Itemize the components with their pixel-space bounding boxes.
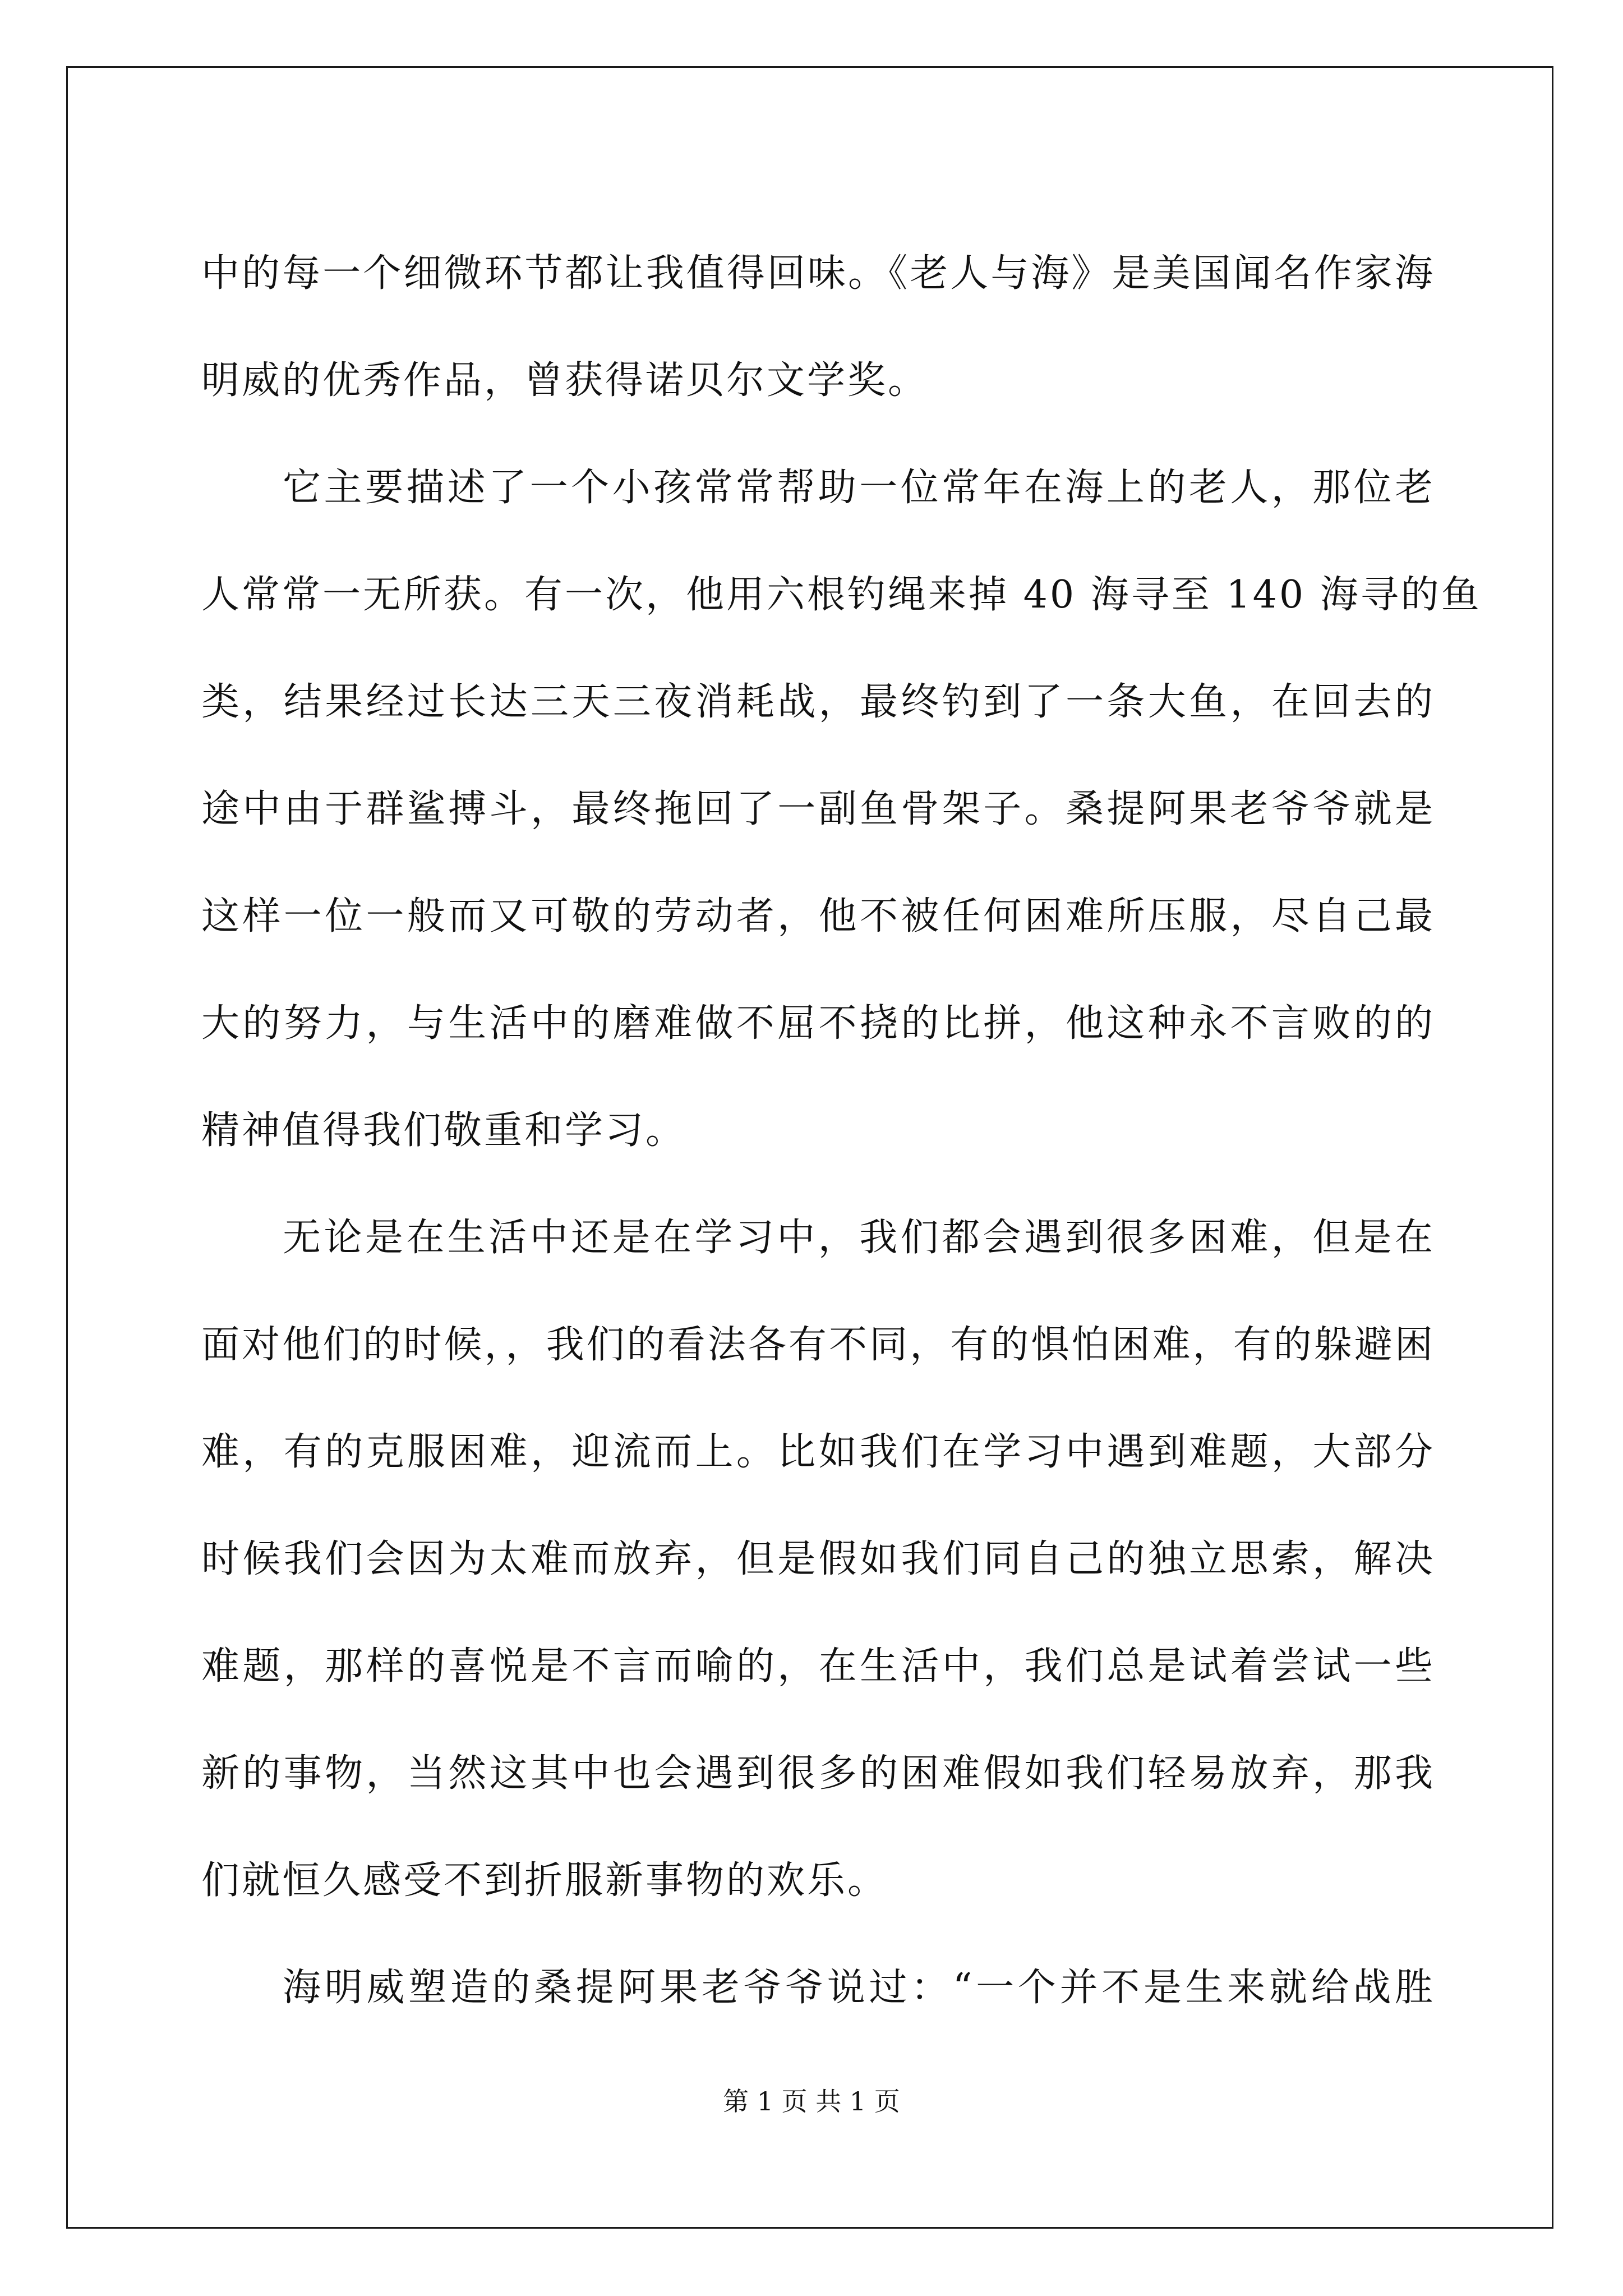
text-line: 明威的优秀作品，曾获得诺贝尔文学奖。 xyxy=(201,358,929,403)
text-line: 难，有的克服困难，迎流而上。比如我们在学习中遇到难题，大部分 xyxy=(201,1430,1435,1474)
text-line: 们就恒久感受不到折服新事物的欢乐。 xyxy=(201,1858,888,1903)
text-line: 时候我们会因为太难而放弃，但是假如我们同自己的独立思索，解决 xyxy=(201,1537,1435,1581)
text-line: 途中由于群鲨搏斗，最终拖回了一副鱼骨架子。桑提阿果老爷爷就是 xyxy=(201,787,1435,831)
document-body xyxy=(201,220,1482,2041)
text-line: 大的努力，与生活中的磨难做不屈不挠的比拼，他这种永不言败的的 xyxy=(201,1001,1435,1046)
page-footer: 第 1 页 共 1 页 xyxy=(723,2086,900,2116)
text-line: 难题，那样的喜悦是不言而喻的，在生活中，我们总是试着尝试一些 xyxy=(201,1644,1435,1688)
text-line: 新的事物，当然这其中也会遇到很多的困难假如我们轻易放弃，那我 xyxy=(201,1751,1435,1796)
text-line: 人常常一无所获。有一次，他用六根钓绳来掉 40 海寻至 140 海寻的鱼 xyxy=(201,573,1482,617)
text-line: 中的每一个细微环节都让我值得回味。《老人与海》是美国闻名作家海 xyxy=(201,251,1435,296)
text-line: 精神值得我们敬重和学习。 xyxy=(201,1108,686,1153)
text-line: 它主要描述了一个小孩常常帮助一位常年在海上的老人，那位老 xyxy=(283,466,1435,510)
text-line: 无论是在生活中还是在学习中，我们都会遇到很多困难，但是在 xyxy=(283,1216,1435,1260)
text-line: 这样一位一般而又可敬的劳动者，他不被任何困难所压服，尽自己最 xyxy=(201,894,1435,938)
text-line: 海明威塑造的桑提阿果老爷爷说过：“一个并不是生来就给战胜 xyxy=(283,1966,1435,2010)
text-line: 类，结果经过长达三天三夜消耗战，最终钓到了一条大鱼，在回去的 xyxy=(201,680,1435,724)
text-line: 面对他们的时候，，我们的看法各有不同，有的惧怕困难，有的躲避困 xyxy=(201,1323,1435,1367)
